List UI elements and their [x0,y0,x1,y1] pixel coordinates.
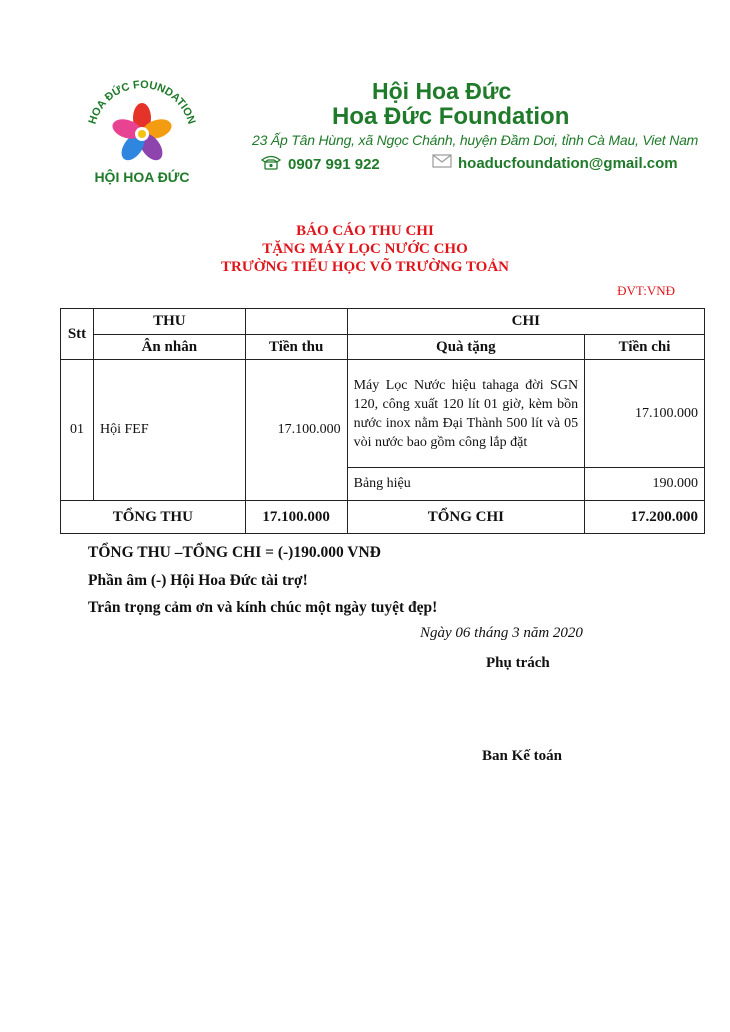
header-gift: Quà tặng [347,335,584,360]
table-row [61,360,705,468]
flower-icon [110,103,174,164]
currency-unit: ĐVT:VNĐ [617,283,675,298]
row-stt: 01 [61,360,94,501]
header-benefactor: Ân nhân [93,335,245,360]
phone-number: 0907 991 922 [288,155,380,173]
gift-amount: 17.100.000 [585,360,705,468]
deficit-note: Phần âm (-) Hội Hoa Đức tài trợ! [88,572,308,589]
foundation-logo [78,70,206,192]
gift-item: Bảng hiệu [347,468,584,501]
org-address: 23 Ấp Tân Hùng, xã Ngọc Chánh, huyện Đầm Dơi, tỉnh Cà Mau, Viet Nam [252,132,699,148]
table-total-row [61,501,705,534]
report-title: BÁO CÁO THU CHI [296,223,434,239]
report-subtitle: TẶNG MÁY LỌC NƯỚC CHO [262,241,468,257]
report-date: Ngày 06 tháng 3 năm 2020 [420,625,583,641]
header-thu: THU [93,309,245,335]
thanks-note: Trân trọng cảm ơn và kính chúc một ngày tuyệt đẹp! [88,599,438,616]
gift-amount: 190.000 [585,468,705,501]
phone-contact [260,154,380,174]
row-benefactor: Hội FEF [93,360,245,501]
gift-item: Máy Lọc Nước hiệu tahaga đời SGN 120, công xuất 120 lít 01 giờ, kèm bồn nước inox nằm Đại Thành 500 lít và 05 vòi nước bao gồm công lắp đặt [347,360,584,468]
envelope-icon [432,154,452,172]
total-income-value: 17.100.000 [245,501,347,534]
header-stt: Stt [61,309,94,360]
logo-bottom-text: HỘI HOA ĐỨC [94,169,190,185]
org-name-en: Hoa Đức Foundation [332,103,570,130]
row-income: 17.100.000 [245,360,347,501]
email-contact [432,154,678,172]
balance-note: TỔNG THU –TỔNG CHI = (-)190.000 VNĐ [88,544,381,561]
total-income-label: TỔNG THU [61,501,246,534]
logo-arc-text: HOA ĐỨC FOUNDATION [86,78,198,126]
responsible-label: Phụ trách [486,655,550,671]
header-chi: CHI [347,309,704,335]
phone-icon [260,154,282,174]
total-expense-value: 17.200.000 [585,501,705,534]
header-income: Tiền thu [245,335,347,360]
org-name-vn: Hội Hoa Đức [372,78,512,104]
table-subheader-row [61,335,705,360]
income-expense-table [60,308,705,534]
report-school: TRƯỜNG TIỂU HỌC VÕ TRƯỜNG TOẢN [221,259,509,275]
table-header-row [61,309,705,335]
accounting-signature: Ban Kế toán [482,748,563,764]
email-address: hoaducfoundation@gmail.com [458,154,678,172]
header-expense: Tiền chi [585,335,705,360]
total-expense-label: TỔNG CHI [347,501,584,534]
